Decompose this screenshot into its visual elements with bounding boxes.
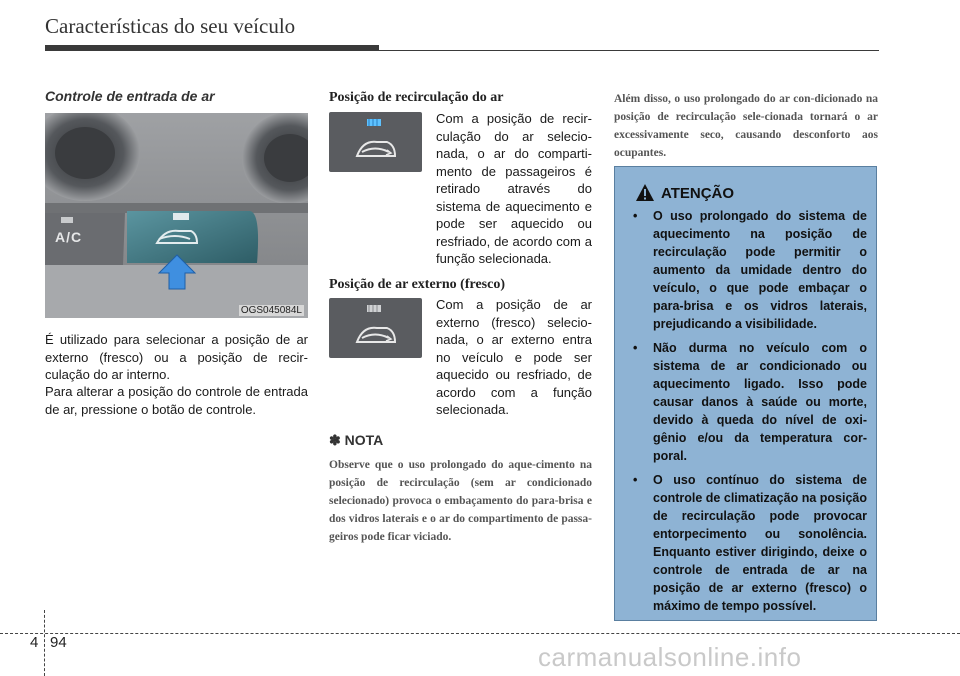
recirculation-title: Posição de recirculação do ar (329, 90, 504, 105)
recirculation-description: Com a posição de recir-culação do ar selecio-nada, o ar do comparti-mento de passageiros é retirado através do sistema de aquecimento e pode ser aquecido ou resfriado, de acordo com a função selecionada. (436, 111, 592, 266)
fresh-air-title: Posição de ar externo (fresco) (329, 277, 505, 292)
warning-box (614, 166, 877, 621)
watermark: carmanualsonline.info (538, 642, 802, 672)
header-rule-thin (379, 50, 879, 51)
intro-text: Além disso, o uso prolongado do ar con-dicionado na posição de recirculação sele-cionada tornará o ar excessivamente seco, causando desconforto aos ocupantes. (614, 93, 878, 159)
footer-rule (0, 633, 960, 634)
fresh-air-icon (329, 298, 422, 358)
warning-item: • Não durma no veículo com o sistema de ar condicionado ou aquecimento ligado. Isso pode causar danos à saúde ou morte, devido à queda do nível de oxi-gênio e/ou da temperatura cor-poral. (629, 339, 867, 465)
chapter-number: 4 (30, 634, 39, 651)
header-rule-thick (45, 45, 379, 51)
note-title: ✽ NOTA (329, 432, 384, 448)
warning-triangle-icon (635, 183, 655, 203)
warning-item: • O uso contínuo do sistema de controle de climatização na posição de recirculação pode provocar entorpecimento ou sonolência. Enquanto estiver dirigindo, deixe o controle de entrada de ar na posição de ar externo (fresco) o máximo de tempo possível. (629, 471, 867, 615)
fresh-air-description: Com a posição de ar externo (fresco) selecio-nada, o ar externo entra no veículo e pode ser aquecido ou resfriado, de acordo com a função selecionada. (436, 297, 592, 417)
paragraph-2: Para alterar a posição do controle de entrada de ar, pressione o botão de controle. (45, 384, 308, 417)
dashboard-panel-illustration (45, 113, 308, 318)
recirculation-button-image (329, 112, 422, 172)
recirculation-button (127, 211, 258, 263)
warning-list (629, 207, 867, 621)
warning-item: • O uso prolongado do sistema de aquecimento na posição de recirculação pode permitir o aumento da umidade dentro do veículo, o que pode embaçar o para-brisa e os vidros laterais, prejudicando a visibilidade. (629, 207, 867, 333)
photo-code: OGS045084L (240, 305, 302, 316)
ac-label: A/C (55, 229, 83, 245)
paragraph-1: É utilizado para selecionar a posição de ar externo (fresco) ou a posição de recir-culação do ar interno. (45, 332, 308, 382)
warning-header (635, 180, 734, 206)
air-intake-control-photo (45, 113, 308, 318)
footer-divider (44, 610, 45, 676)
recirculation-icon (329, 112, 422, 172)
note-text: Observe que o uso prolongado do aque-cimento na posição de recirculação (sem ar condicionado selecionado) provoca o embaçamento do para-brisa e dos vidros laterais e o ar do compartimento de passa-geiros pode ficar viciado. (329, 459, 592, 543)
page-number: 94 (50, 634, 67, 651)
warning-title: ATENÇÃO (661, 184, 735, 202)
page-header-title: Características do seu veículo (45, 14, 296, 38)
fresh-air-button-image (329, 298, 422, 358)
section-title: Controle de entrada de ar (45, 88, 215, 104)
